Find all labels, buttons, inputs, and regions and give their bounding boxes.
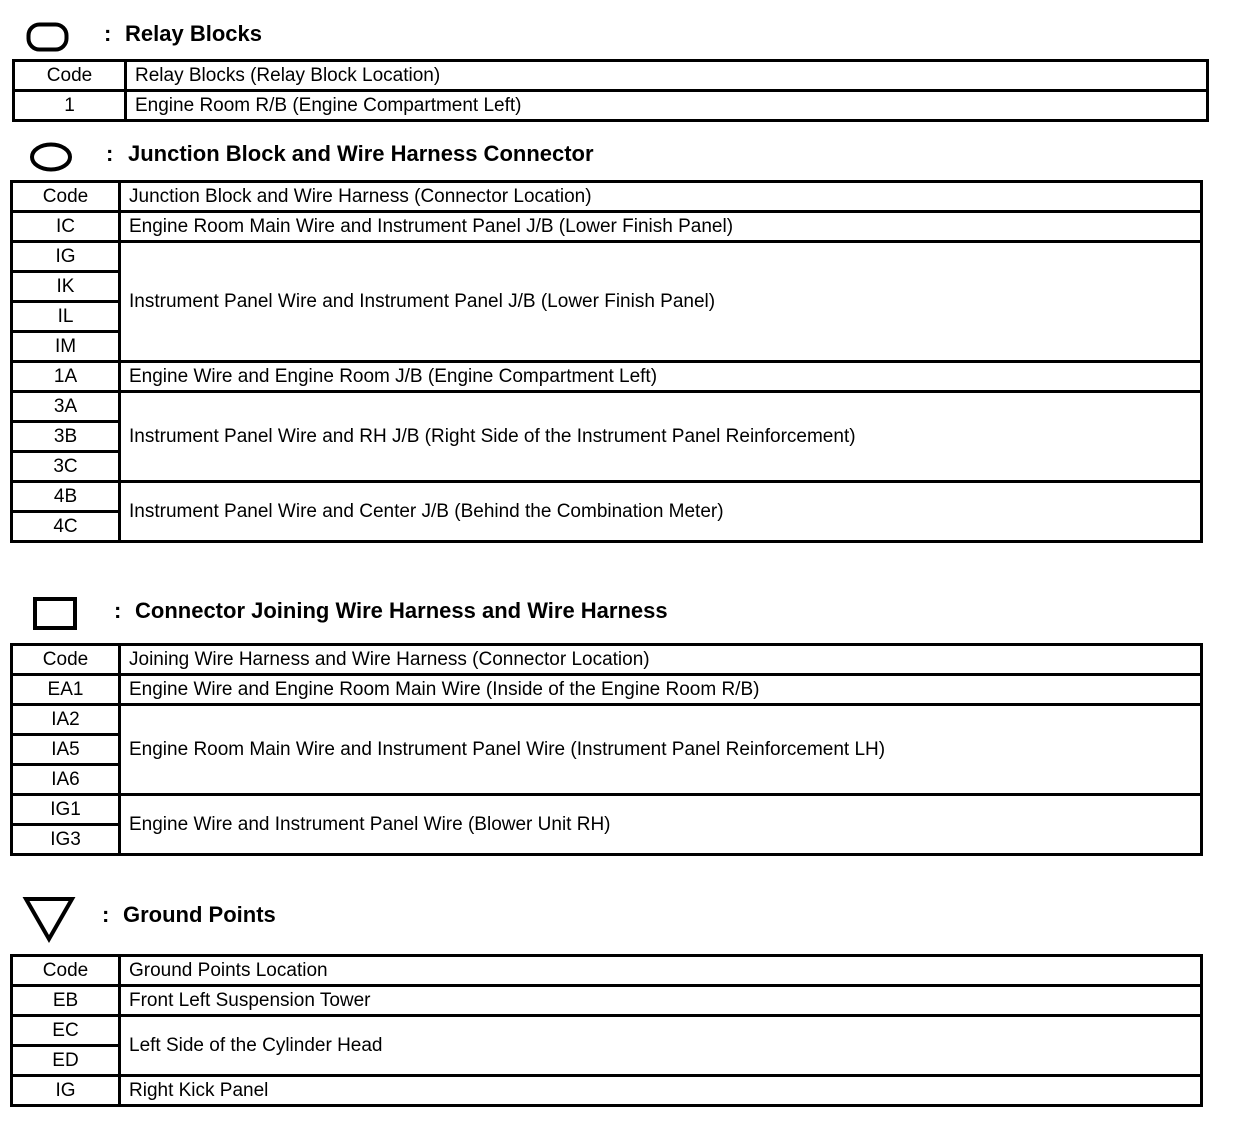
code-cell: 4B xyxy=(12,482,120,512)
code-cell: IC xyxy=(12,212,120,242)
relay-blocks-table xyxy=(12,59,1209,122)
oval-symbol-icon xyxy=(29,142,77,174)
code-cell: IG3 xyxy=(12,825,120,855)
column-header-description: Junction Block and Wire Harness (Connector Location) xyxy=(120,182,1202,212)
code-cell: IG xyxy=(12,1076,120,1106)
code-cell: IA2 xyxy=(12,705,120,735)
table-row xyxy=(12,212,1202,242)
rectangle-symbol-icon xyxy=(33,597,79,633)
table-row xyxy=(12,362,1202,392)
code-cell: 3C xyxy=(12,452,120,482)
table-row xyxy=(12,392,1202,422)
table-row xyxy=(12,675,1202,705)
column-header-description: Ground Points Location xyxy=(120,956,1202,986)
description-cell: Instrument Panel Wire and Instrument Panel J/B (Lower Finish Panel) xyxy=(120,242,1202,362)
code-cell: IA6 xyxy=(12,765,120,795)
code-cell: IG xyxy=(12,242,120,272)
table-header-row xyxy=(14,61,1208,91)
description-cell: Front Left Suspension Tower xyxy=(120,986,1202,1016)
column-header-code: Code xyxy=(12,956,120,986)
table-row xyxy=(12,1076,1202,1106)
table-header-row xyxy=(12,182,1202,212)
triangle-symbol-icon xyxy=(22,897,76,945)
section-title: Relay Blocks xyxy=(125,21,262,46)
table-row xyxy=(14,91,1208,121)
code-cell: 3A xyxy=(12,392,120,422)
code-cell: EC xyxy=(12,1016,120,1046)
description-cell: Engine Wire and Instrument Panel Wire (Blower Unit RH) xyxy=(120,795,1202,855)
description-cell: Instrument Panel Wire and RH J/B (Right Side of the Instrument Panel Reinforcement) xyxy=(120,392,1202,482)
table-row xyxy=(12,1016,1202,1046)
ground-points-header xyxy=(0,897,1248,937)
column-header-description: Joining Wire Harness and Wire Harness (Connector Location) xyxy=(120,645,1202,675)
code-cell: ED xyxy=(12,1046,120,1076)
code-cell: IM xyxy=(12,332,120,362)
description-cell: Engine Room Main Wire and Instrument Panel J/B (Lower Finish Panel) xyxy=(120,212,1202,242)
table-row xyxy=(12,986,1202,1016)
table-header-row xyxy=(12,645,1202,675)
ground-points-table xyxy=(10,954,1203,1107)
code-cell: 3B xyxy=(12,422,120,452)
code-cell: IG1 xyxy=(12,795,120,825)
section-colon: : xyxy=(102,902,110,927)
column-header-code: Code xyxy=(14,61,126,91)
section-colon: : xyxy=(104,21,112,46)
table-row xyxy=(12,795,1202,825)
table-header-row xyxy=(12,956,1202,986)
table-row xyxy=(12,482,1202,512)
table-row xyxy=(12,242,1202,272)
section-title: Connector Joining Wire Harness and Wire Harness xyxy=(135,598,668,623)
description-cell: Instrument Panel Wire and Center J/B (Behind the Combination Meter) xyxy=(120,482,1202,542)
column-header-code: Code xyxy=(12,182,120,212)
column-header-description: Relay Blocks (Relay Block Location) xyxy=(126,61,1208,91)
description-cell: Engine Room R/B (Engine Compartment Left) xyxy=(126,91,1208,121)
junction-block-header xyxy=(0,140,1248,180)
code-cell: EB xyxy=(12,986,120,1016)
code-cell: IA5 xyxy=(12,735,120,765)
section-colon: : xyxy=(114,598,122,623)
table-row xyxy=(12,705,1202,735)
connector-joining-header xyxy=(0,597,1248,637)
column-header-code: Code xyxy=(12,645,120,675)
section-colon: : xyxy=(106,141,114,166)
description-cell: Engine Wire and Engine Room J/B (Engine Compartment Left) xyxy=(120,362,1202,392)
connector-joining-table xyxy=(10,643,1203,856)
description-cell: Engine Wire and Engine Room Main Wire (Inside of the Engine Room R/B) xyxy=(120,675,1202,705)
code-cell: 1 xyxy=(14,91,126,121)
section-title: Junction Block and Wire Harness Connector xyxy=(128,141,594,166)
description-cell: Left Side of the Cylinder Head xyxy=(120,1016,1202,1076)
code-cell: IK xyxy=(12,272,120,302)
code-cell: 1A xyxy=(12,362,120,392)
junction-block-table xyxy=(10,180,1203,543)
description-cell: Engine Room Main Wire and Instrument Panel Wire (Instrument Panel Reinforcement LH) xyxy=(120,705,1202,795)
code-cell: 4C xyxy=(12,512,120,542)
section-title: Ground Points xyxy=(123,902,276,927)
rounded-rect-symbol-icon xyxy=(26,22,72,54)
description-cell: Right Kick Panel xyxy=(120,1076,1202,1106)
relay-blocks-header xyxy=(0,20,1248,60)
code-cell: IL xyxy=(12,302,120,332)
code-cell: EA1 xyxy=(12,675,120,705)
